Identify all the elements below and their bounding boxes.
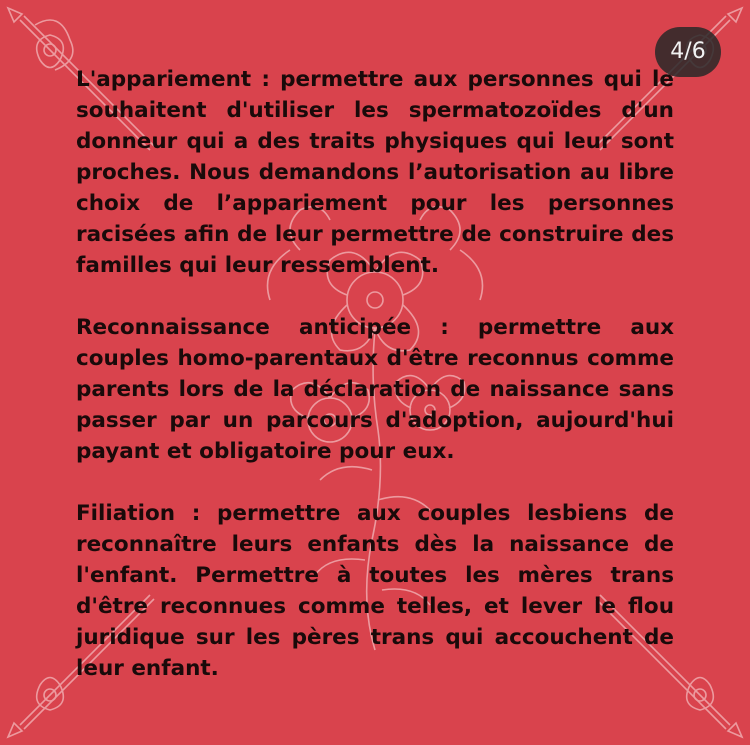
body-text (76, 64, 674, 715)
paragraph-filiation: Filiation : permettre aux couples lesbiens de reconnaître leurs enfants dès la naissance de l'enfant. Permettre à toutes les mères trans d'être reconnues comme telles, et lever le flou juridique sur les pères trans qui accouchent de leur enfant. (76, 501, 674, 681)
paragraph-reconnaissance: Reconnaissance anticipée : permettre aux couples homo-parentaux d'être reconnus comme parents lors de la déclaration de naissance sans passer par un parcours d'adoption, aujourd'hui payant et obligatoire pour eux. (76, 315, 674, 464)
page-indicator: 4/6 (655, 27, 721, 77)
paragraph-appariement: L'appariement : permettre aux personnes qui le souhaitent d'utiliser les spermatozoïdes d'un donneur qui a des traits physiques qui leur sont proches. Nous demandons l’autorisation au libre choix de l’appariement pour les personnes racisées afin de leur permettre de construire des familles qui leur ressemblent. (76, 67, 674, 278)
